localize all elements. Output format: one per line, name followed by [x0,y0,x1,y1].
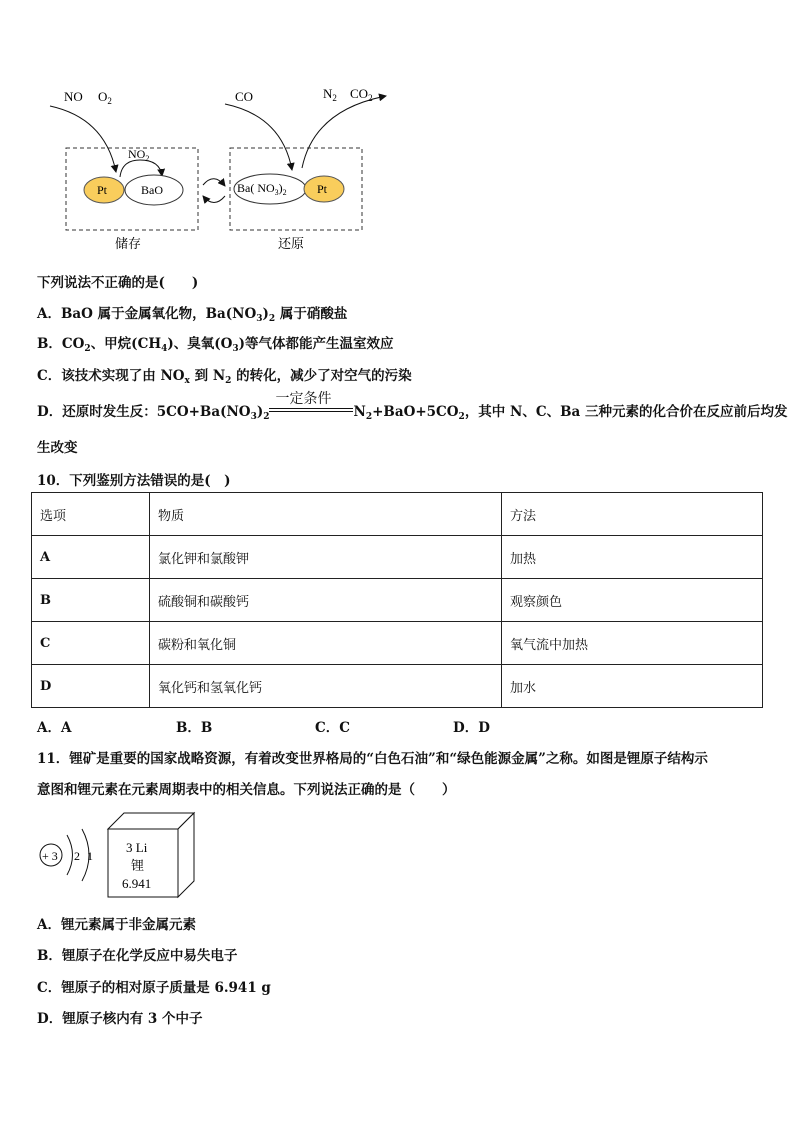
q9-b-sub: 2 [84,344,91,354]
q9-option-a [37,302,347,322]
shell-1-electrons: 2 [74,849,80,863]
q9-c-end: 的转化，减少了对空气的污染 [231,368,412,384]
q11-option-a: A．锂元素属于非金属元素 [37,917,196,933]
arrow-no2-transfer [120,160,162,177]
row-option: A [32,536,150,579]
header-option: 选项 [32,493,150,536]
ba-no3-label: Ba( $NO_3)_2$ [237,181,287,197]
q9-d-start: D．还原时发生反：5CO+Ba(NO [37,404,251,420]
q11-option-c: C．锂原子的相对原子质量是 6.941 g [37,980,271,996]
nucleus-charge: + 3 [42,849,58,863]
q9-d-products2: +BaO+5CO [372,404,459,420]
row-substance: 氯化钾和氯酸钾 [150,536,502,579]
co-label: CO [235,89,254,104]
q9-option-d-line2: 生改变 [37,440,78,456]
q10-stem: 10．下列鉴别方法错误的是( ) [37,473,231,489]
table-row [32,665,763,708]
table-row [32,622,763,665]
q10-table [31,492,763,708]
q9-b-sub3: 3 [232,344,239,354]
header-method: 方法 [502,493,763,536]
q9-c-sub2: 2 [225,376,232,386]
lithium-figure [30,805,230,905]
q9-d-end: ，其中 N、C、Ba 三种元素的化合价在反应前后均发 [464,404,788,420]
q9-d-mid: ) [256,404,264,420]
q9-b-end: )等气体都能产生温室效应 [238,336,394,352]
shell-2-electrons: 1 [87,849,93,863]
row-option: B [32,579,150,622]
co2-label: $CO_2$ [350,86,373,103]
storage-reduction-diagram [0,0,794,260]
row-method: 加水 [502,665,763,708]
header-substance: 物质 [150,493,502,536]
row-substance: 氧化钙和氢氧化钙 [150,665,502,708]
table-row [32,579,763,622]
q9-d-sub4: 2 [458,412,465,422]
element-number-symbol: 3 Li [126,840,148,855]
q9-a-end: 属于硝酸盐 [275,306,348,322]
q9-b-sub2: 4 [161,344,168,354]
arrow-into-pt-left [50,106,116,172]
q10-option-a: A．A [37,720,72,736]
reduction-caption: 还原 [278,236,305,251]
row-substance: 硫酸铜和碳酸钙 [150,579,502,622]
element-name: 锂 [131,858,145,873]
q9-b-mid: 、甲烷(CH [90,336,162,352]
q10-option-d: D．D [453,720,490,736]
q10-option-c: C．C [315,720,350,736]
q9-option-b [37,332,394,352]
q11-stem-line1: 11．锂矿是重要的国家战略资源，有着改变世界格局的“白色石油”和“绿色能源金属”之称。如图是锂原子结构示 [37,751,708,767]
storage-caption: 储存 [115,236,142,251]
row-option: C [32,622,150,665]
q9-option-c [37,364,412,384]
q9-b-text: B．CO [37,336,85,352]
electron-shell-1 [67,835,73,875]
cycle-arrow-bottom [203,196,225,203]
pt-left-label: Pt [97,183,108,197]
pt-right-label: Pt [317,182,328,196]
row-method: 氧气流中加热 [502,622,763,665]
arrow-co-in [225,104,292,170]
q11-option-d: D．锂原子核内有 3 个中子 [37,1011,203,1027]
arrow-products-out [302,96,386,168]
q9-b-mid2: )、臭氧(O [167,336,233,352]
q9-a-sub2: 2 [268,314,276,324]
reaction-condition [269,391,353,416]
q9-c-sub: x [184,376,190,386]
table-header-row [32,493,763,536]
q9-c-text: C．该技术实现了由 NO [37,368,185,384]
row-option: D [32,665,150,708]
reaction-equals-line-2 [269,411,353,412]
q11-option-b: B．锂原子在化学反应中易失电子 [37,948,238,964]
q9-d-products: N [353,404,366,420]
cycle-arrow-top [203,179,225,186]
q9-a-text: A．BaO 属于金属氧化物，Ba(NO [37,306,257,322]
q9-d-sub3: 2 [365,412,373,422]
row-method: 观察颜色 [502,579,763,622]
q11-stem-line2: 意图和锂元素在元素周期表中的相关信息。下列说法正确的是（ ） [37,782,456,798]
q9-d-sub: 3 [250,412,257,422]
bao-label: BaO [141,183,163,197]
reaction-condition-text: 一定条件 [275,391,332,407]
row-method: 加热 [502,536,763,579]
row-substance: 碳粉和氧化铜 [150,622,502,665]
table-row [32,536,763,579]
q9-a-sub: 3 [256,314,263,324]
q9-d-sub2: 2 [263,412,270,422]
q9-stem: 下列说法不正确的是( ) [37,275,199,291]
q9-a-mid: ) [262,306,269,322]
n2-label: $N_2$ [323,86,337,103]
q10-option-b: B．B [176,720,213,736]
q9-c-mid: 到 N [189,368,226,384]
o2-label: $O_2$ [98,89,112,106]
no2-label: $NO_2$ [128,147,150,163]
reaction-equals-line [269,408,353,409]
q9-option-d [37,391,788,422]
no-label: NO [64,89,83,104]
element-mass: 6.941 [122,876,152,891]
